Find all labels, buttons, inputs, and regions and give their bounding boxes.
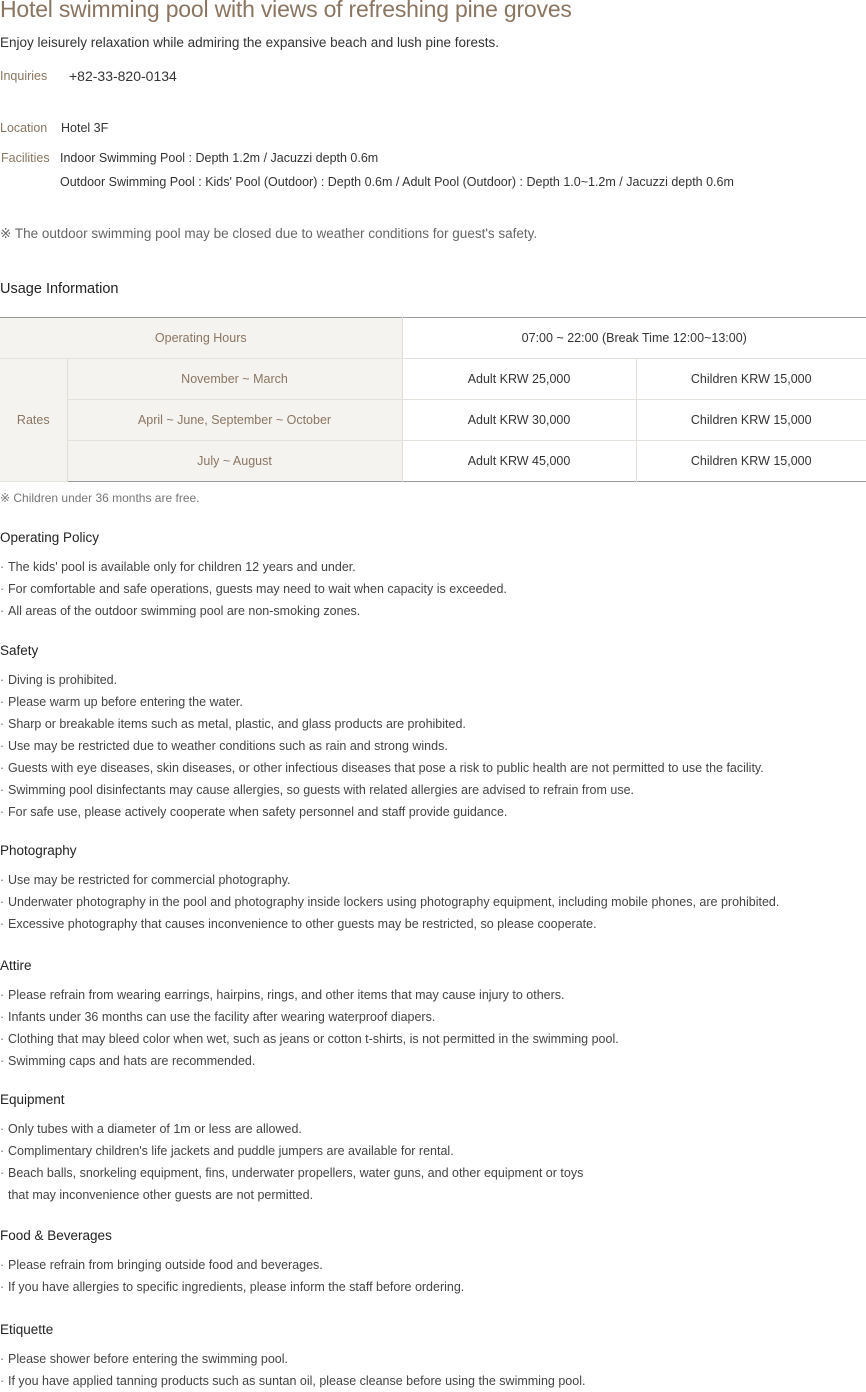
list-item: · Beach balls, snorkeling equipment, fins, underwater propellers, water guns, and other equipment or toys (0, 1162, 583, 1184)
food-beverages-list (0, 1254, 464, 1298)
list-item: · Swimming pool disinfectants may cause allergies, so guests with related allergies are advised to refrain from use. (0, 779, 764, 801)
section-title-attire: Attire (0, 958, 32, 973)
list-item: · Please warm up before entering the water. (0, 691, 764, 713)
etiquette-list (0, 1348, 585, 1392)
inquiries-label: Inquiries (0, 69, 48, 83)
rate-period: July ~ August (67, 441, 402, 482)
weather-notice: ※ The outdoor swimming pool may be closed due to weather conditions for guest's safety. (0, 226, 538, 241)
list-item: · Excessive photography that causes inconvenience to other guests may be restricted, so please cooperate. (0, 913, 779, 935)
inquiries-phone[interactable]: +82-33-820-0134 (69, 68, 177, 84)
rate-children: Children KRW 15,000 (636, 441, 866, 482)
rate-children: Children KRW 15,000 (636, 359, 866, 400)
list-item: · For comfortable and safe operations, guests may need to wait when capacity is exceeded. (0, 578, 507, 600)
list-item: · Underwater photography in the pool and photography inside lockers using photography equipment, including mobile phones, are prohibited. (0, 891, 779, 913)
list-item-continuation: that may inconvenience other guests are not permitted. (8, 1188, 314, 1202)
usage-information-title: Usage Information (0, 281, 119, 297)
rates-table (0, 317, 866, 482)
facilities-indoor: Indoor Swimming Pool : Depth 1.2m / Jacuzzi depth 0.6m (60, 151, 379, 165)
list-item: · Please refrain from bringing outside food and beverages. (0, 1254, 464, 1276)
table-row (0, 400, 866, 441)
intro-text: Enjoy leisurely relaxation while admiring the expansive beach and lush pine forests. (0, 35, 500, 50)
list-item: · Use may be restricted due to weather conditions such as rain and strong winds. (0, 735, 764, 757)
location-label: Location (0, 121, 48, 135)
table-row (0, 441, 866, 482)
list-item: · Swimming caps and hats are recommended. (0, 1050, 619, 1072)
list-item: · Sharp or breakable items such as metal, plastic, and glass products are prohibited. (0, 713, 764, 735)
section-title-photography: Photography (0, 843, 77, 858)
operating-hours-value: 07:00 ~ 22:00 (Break Time 12:00~13:00) (402, 318, 866, 359)
operating-hours-row (0, 318, 866, 359)
safety-list (0, 669, 764, 823)
rate-adult: Adult KRW 45,000 (402, 441, 636, 482)
rate-adult: Adult KRW 30,000 (402, 400, 636, 441)
list-item: · Please refrain from wearing earrings, hairpins, rings, and other items that may cause injury to others. (0, 984, 619, 1006)
rate-children: Children KRW 15,000 (636, 400, 866, 441)
list-item: · All areas of the outdoor swimming pool are non-smoking zones. (0, 600, 507, 622)
rates-label: Rates (0, 359, 67, 482)
list-item: · Use may be restricted for commercial photography. (0, 869, 779, 891)
list-item: · Please shower before entering the swimming pool. (0, 1348, 585, 1370)
list-item: · Guests with eye diseases, skin diseases, or other infectious diseases that pose a risk to public health are not permitted to use the facility. (0, 757, 764, 779)
rate-adult: Adult KRW 25,000 (402, 359, 636, 400)
rate-period: November ~ March (67, 359, 402, 400)
location-value: Hotel 3F (61, 121, 109, 135)
facilities-outdoor: Outdoor Swimming Pool : Kids' Pool (Outdoor) : Depth 0.6m / Adult Pool (Outdoor) : Depth 1.0~1.2m / Jacuzzi depth 0.6m (60, 175, 734, 189)
photography-list (0, 869, 779, 935)
section-title-safety: Safety (0, 643, 39, 658)
page-title: Hotel swimming pool with views of refreshing pine groves (0, 0, 572, 22)
list-item: · Diving is prohibited. (0, 669, 764, 691)
equipment-list (0, 1118, 583, 1206)
attire-list (0, 984, 619, 1072)
section-title-food-beverages: Food & Beverages (0, 1228, 112, 1243)
list-item: · If you have allergies to specific ingredients, please inform the staff before ordering. (0, 1276, 464, 1298)
list-item: · If you have applied tanning products such as suntan oil, please cleanse before using the swimming pool. (0, 1370, 585, 1392)
section-title-etiquette: Etiquette (0, 1322, 54, 1337)
list-item: · The kids' pool is available only for children 12 years and under. (0, 556, 507, 578)
list-item: · Only tubes with a diameter of 1m or less are allowed. (0, 1118, 583, 1140)
list-item: · For safe use, please actively cooperate when safety personnel and staff provide guidance. (0, 801, 764, 823)
rate-period: April ~ June, September ~ October (67, 400, 402, 441)
list-item: · Infants under 36 months can use the facility after wearing waterproof diapers. (0, 1006, 619, 1028)
facilities-label: Facilities (1, 151, 50, 165)
section-title-operating-policy: Operating Policy (0, 530, 100, 545)
table-row (0, 359, 866, 400)
operating-policy-list (0, 556, 507, 622)
list-item: · Complimentary children's life jackets and puddle jumpers are available for rental. (0, 1140, 583, 1162)
free-children-note: ※ Children under 36 months are free. (0, 491, 200, 505)
list-item: · Clothing that may bleed color when wet, such as jeans or cotton t-shirts, is not permitted in the swimming pool. (0, 1028, 619, 1050)
section-title-equipment: Equipment (0, 1092, 65, 1107)
operating-hours-label: Operating Hours (0, 318, 402, 359)
